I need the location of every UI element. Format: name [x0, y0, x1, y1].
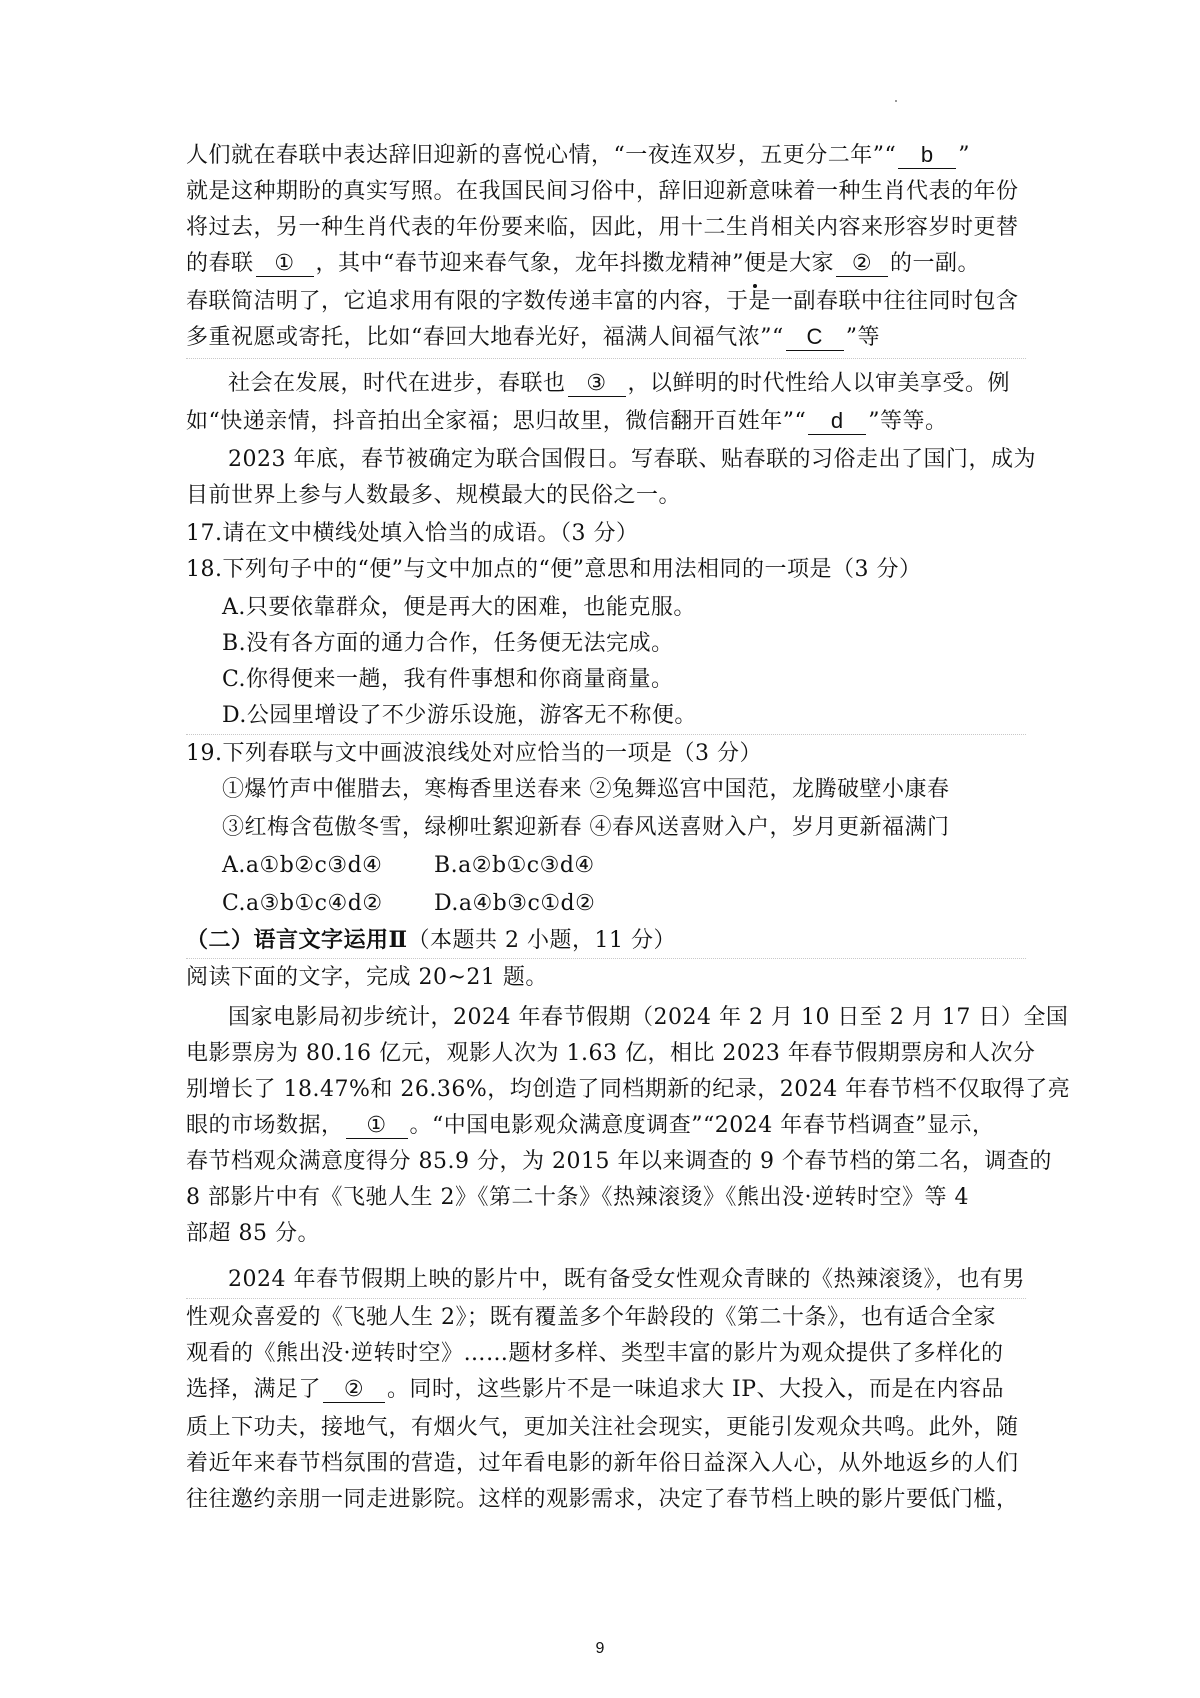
- question-19-option-a: A.a①b②c③d④: [222, 853, 383, 878]
- passage2-line-2: 电影票房为 80.16 亿元，观影人次为 1.63 亿，相比 2023 年春节假期票房和人次分: [186, 1041, 1036, 1066]
- passage1-para2-line-1: 社会在发展，时代在进步，春联也 ③ ，以鲜明的时代性给人以审美享受。例: [228, 370, 1011, 396]
- question-19-option-b: B.a②b①c③d④: [434, 853, 595, 878]
- question-19-options-row-2: [222, 886, 1062, 922]
- blank-passage2-1: ①: [346, 1112, 408, 1139]
- dotted-rule: [186, 734, 1026, 735]
- passage1-para2-line-2: 如“快递亲情，抖音拍出全家福；思归故里，微信翻开百姓年”“ d ”等等。: [186, 408, 948, 434]
- passage2-para2-line-2: 性观众喜爱的《飞驰人生 2》；既有覆盖多个年龄段的《第二十条》，也有适合全家: [186, 1305, 996, 1330]
- passage2-line-5: 春节档观众满意度得分 85.9 分，为 2015 年以来调查的 9 个春节档的第二名，调查的: [186, 1149, 1052, 1174]
- passage2-para2-line-3: 观看的《熊出没·逆转时空》……题材多样、类型丰富的影片为观众提供了多样化的: [186, 1341, 1004, 1366]
- question-19-stem: 19.下列春联与文中画波浪线处对应恰当的一项是（3 分）: [186, 741, 762, 766]
- passage2-para2-line-1: 2024 年春节假期上映的影片中，既有备受女性观众青睐的《热辣滚烫》，也有男: [228, 1267, 1025, 1292]
- passage2-para2-line-7: 往往邀约亲朋一同走进影院。这样的观影需求，决定了春节档上映的影片要低门槛，: [186, 1487, 1019, 1512]
- blank-3: ③: [568, 370, 626, 397]
- passage1-line-6: 多重祝愿或寄托，比如“春回大地春光好，福满人间福气浓”“ C ”等: [186, 324, 880, 350]
- passage2-para2-line-4: 选择，满足了 ② 。同时，这些影片不是一味追求大 IP、大投入，而是在内容品: [186, 1376, 1005, 1402]
- dotted-rule: [186, 958, 1026, 959]
- passage2-para2-line-5: 质上下功夫，接地气，有烟火气，更加关注社会现实，更能引发观众共鸣。此外，随: [186, 1415, 1019, 1440]
- question-19-option-d: D.a④b③c①d②: [434, 891, 596, 916]
- section-2-heading: （二）语言文字运用Ⅱ（本题共 2 小题，11 分）: [186, 927, 677, 953]
- question-19-couplets-row-2: ③红梅含苞傲冬雪，绿柳吐絮迎新春 ④春风送喜财入户，岁月更新福满门: [222, 815, 950, 840]
- blank-passage2-2: ②: [323, 1376, 385, 1403]
- question-18-option-c: C.你得便来一趟，我有件事想和你商量商量。: [222, 667, 674, 692]
- blank-d: d: [808, 408, 866, 435]
- blank-1: ①: [256, 250, 314, 277]
- question-17: 17.请在文中横线处填入恰当的成语。（3 分）: [186, 521, 639, 546]
- dotted-rule: [186, 358, 1026, 359]
- emphasized-char-bian: 便: [744, 246, 767, 282]
- passage2-line-3: 别增长了 18.47%和 26.36%，均创造了同档期新的纪录，2024 年春节档不仅取得了亮: [186, 1077, 1071, 1102]
- question-18-stem: 18.下列句子中的“便”与文中加点的“便”意思和用法相同的一项是（3 分）: [186, 557, 922, 582]
- page-number: 9: [595, 1640, 605, 1657]
- passage1-line-3: 将过去，另一种生肖代表的年份要来临，因此，用十二生肖相关内容来形容岁时更替: [186, 215, 1019, 240]
- section-2-instruction: 阅读下面的文字，完成 20~21 题。: [186, 965, 548, 990]
- question-18-option-a: A.只要依靠群众，便是再大的困难，也能克服。: [222, 595, 696, 620]
- passage1-line-4: 的春联 ① ，其中“春节迎来春气象，龙年抖擞龙精神”便是大家 ② 的一副。: [186, 246, 1026, 282]
- question-19-options-row-1: [222, 848, 1062, 884]
- question-19-option-c: C.a③b①c④d②: [222, 891, 383, 916]
- passage2-line-1: 国家电影局初步统计，2024 年春节假期（2024 年 2 月 10 日至 2 月 17 日）全国: [228, 1005, 1069, 1030]
- passage1-para3-line-2: 目前世界上参与人数最多、规模最大的民俗之一。: [186, 483, 682, 508]
- blank-b: b: [898, 142, 956, 169]
- passage1-line-2: 就是这种期盼的真实写照。在我国民间习俗中，辞旧迎新意味着一种生肖代表的年份: [186, 179, 1019, 204]
- passage1-line-1: 人们就在春联中表达辞旧迎新的喜悦心情，“一夜连双岁，五更分二年”“ b ”: [186, 142, 970, 168]
- dotted-rule: [186, 1298, 1026, 1299]
- passage2-para2-line-6: 着近年来春节档氛围的营造，过年看电影的新年俗日益深入人心，从外地返乡的人们: [186, 1451, 1019, 1476]
- passage2-line-7: 部超 85 分。: [186, 1221, 320, 1246]
- question-18-option-d: D.公园里增设了不少游乐设施，游客无不称便。: [222, 703, 697, 728]
- passage1-para3-line-1: 2023 年底，春节被确定为联合国假日。写春联、贴春联的习俗走出了国门，成为: [228, 447, 1036, 472]
- passage2-line-6: 8 部影片中有《飞驰人生 2》《第二十条》《热辣滚烫》《熊出没·逆转时空》等 4: [186, 1185, 969, 1210]
- blank-2: ②: [836, 250, 888, 277]
- passage2-line-4: 眼的市场数据， ① 。“中国电影观众满意度调查”“2024 年春节档调查”显示，: [186, 1112, 995, 1138]
- scan-speck: [895, 100, 897, 102]
- question-19-couplets-row-1: ①爆竹声中催腊去，寒梅香里送春来 ②兔舞巡宫中国范，龙腾破壁小康春: [222, 777, 950, 802]
- passage1-line-5: 春联简洁明了，它追求用有限的字数传递丰富的内容，于是一副春联中往往同时包含: [186, 289, 1019, 314]
- blank-c: C: [786, 324, 844, 351]
- question-18-option-b: B.没有各方面的通力合作，任务便无法完成。: [222, 631, 674, 656]
